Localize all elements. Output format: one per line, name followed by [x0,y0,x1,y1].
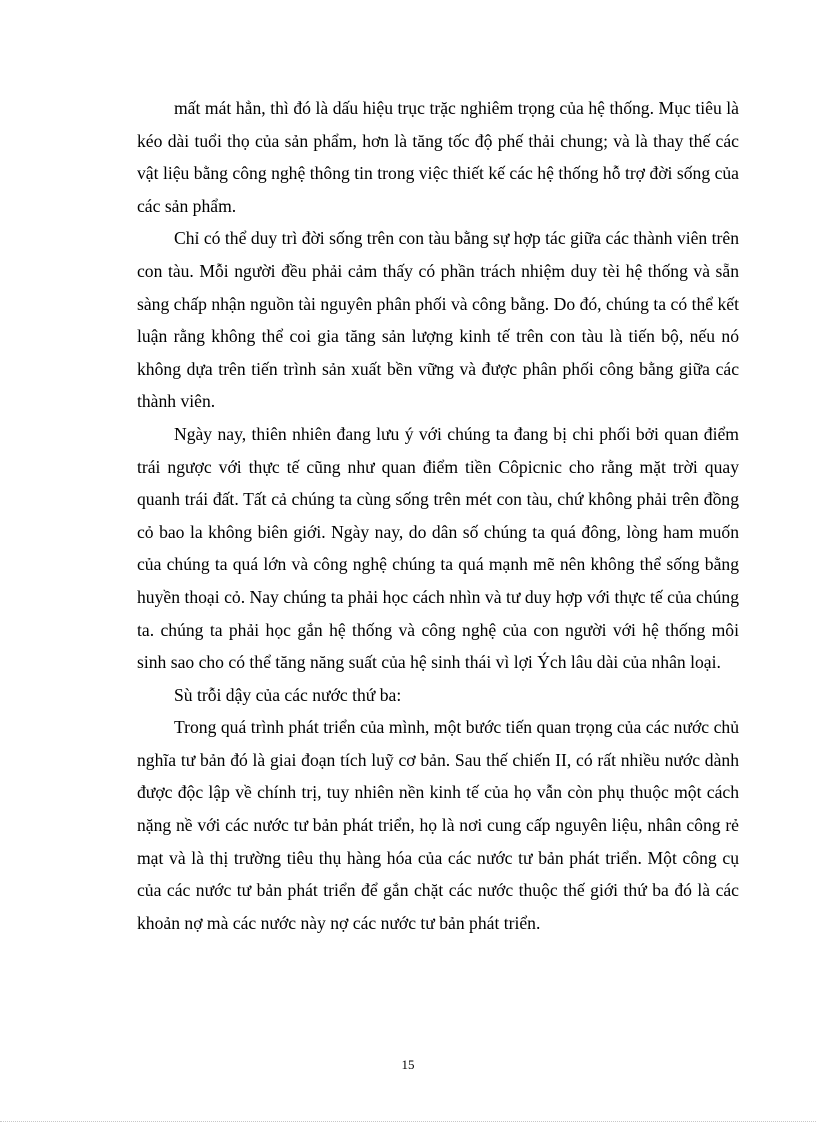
paragraph: mất mát hẳn, thì đó là dấu hiệu trục trặc nghiêm trọng của hệ thống. Mục tiêu là kéo dài tuổi thọ của sản phẩm, hơn là tăng tốc độ phế thải chung; và là thay thế các vật liệu bằng công nghệ thông tin trong việc thiết kế các hệ thống hỗ trợ đời sống của các sản phẩm. [137,98,739,216]
paragraph: Trong quá trình phát triển của mình, một bước tiến quan trọng của các nước chủ nghĩa tư bản đó là giai đoạn tích luỹ cơ bản. Sau thế chiến II, có rất nhiều nước dành được độc lập về chính trị, tuy nhiên nền kinh tế của họ vẫn còn phụ thuộc một cách nặng nề với các nước tư bản phát triển, họ là nơi cung cấp nguyên liệu, nhân công rẻ mạt và là thị trường tiêu thụ hàng hóa của các nước tư bản phát triển. Một công cụ của các nước tư bản phát triển để gắn chặt các nước thuộc thế giới thứ ba đó là các khoản nợ mà các nước này nợ các nước tư bản phát triển. [137,717,739,933]
paragraph: Ngày nay, thiên nhiên đang lưu ý với chúng ta đang bị chi phối bởi quan điểm trái ngược với thực tế cũng như quan điểm tiền Côpicnic cho rằng mặt trời quay quanh trái đất. Tất cả chúng ta cùng sống trên mét con tàu, chứ không phải trên đồng cỏ bao la không biên giới. Ngày nay, do dân số chúng ta quá đông, lòng ham muốn của chúng ta quá lớn và công nghệ chúng ta quá mạnh mẽ nên không thể sống bằng huyền thoại cỏ. Nay chúng ta phải học cách nhìn và tư duy hợp với thực tế của chúng ta. chúng ta phải học gắn hệ thống và công nghệ của con người với hệ thống môi sinh sao cho có thể tăng năng suất của hệ sinh thái vì lợi Ých lâu dài của nhân loại. [137,423,739,673]
page-bottom-edge [0,1121,816,1122]
paragraph: Chỉ có thể duy trì đời sống trên con tàu bằng sự hợp tác giữa các thành viên trên con tàu. Mỗi người đều phải cảm thấy có phần trách nhiệm duy tèi hệ thống và sẵn sàng chấp nhận nguồn tài nguyên phân phối và công bằng. Do đó, chúng ta có thể kết luận rằng không thể coi gia tăng sản lượng kinh tế trên con tàu là tiến bộ, nếu nó không dựa trên tiến trình sản xuất bền vững và được phân phối công bằng giữa các thành viên. [137,228,739,412]
section-heading: Sù trỗi dậy của các nước thứ ba: [174,684,402,705]
page-number: 15 [401,1057,415,1072]
body-text [137,92,739,939]
